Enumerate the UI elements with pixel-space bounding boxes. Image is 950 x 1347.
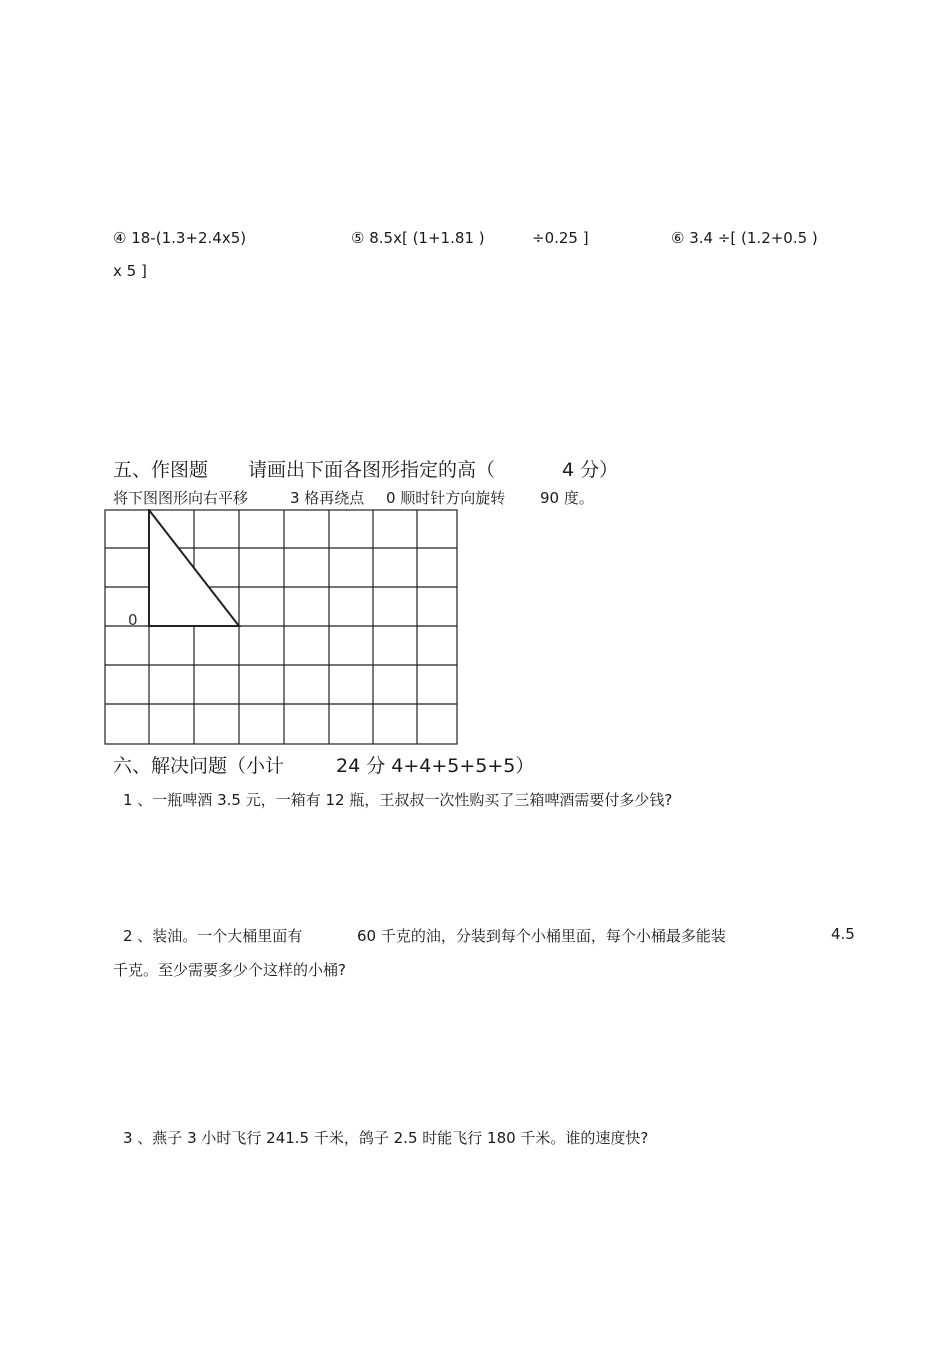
question-3: 3 、燕子 3 小时飞行 241.5 千米，鸽子 2.5 时能飞行 180 千米。谁的速度快?: [123, 1129, 649, 1147]
question-1: 1 、一瓶啤酒 3.5 元，一箱有 12 瓶，王叔叔一次性购买了三箱啤酒需要付多少钱?: [123, 791, 673, 809]
section5-title-points: 4 分）: [562, 459, 619, 481]
question-2-part3: 4.5: [831, 925, 855, 943]
section5-instruction-a: 将下图图形向右平移: [113, 489, 249, 507]
section6-title-points: 24 分 4+4+5+5+5）: [336, 755, 535, 777]
point-o-label: 0: [128, 611, 138, 629]
calc-item-5-part1: ⑤ 8.5x[ (1+1.81 ): [351, 229, 485, 247]
section5-instruction-d: 90 度。: [540, 489, 594, 507]
drawing-grid: [104, 509, 460, 747]
calc-item-5-part2: ÷0.25 ]: [532, 229, 589, 247]
section5-instruction-b: 3 格再绕点: [290, 489, 365, 507]
section5-instruction-c: 0 顺时针方向旋转: [386, 489, 506, 507]
question-2-part1: 2 、装油。一个大桶里面有: [123, 927, 303, 945]
calc-item-6-continued: x 5 ]: [113, 262, 147, 280]
section5-title-label: 五、作图题: [113, 459, 209, 481]
question-2-part2: 60 千克的油，分装到每个小桶里面，每个小桶最多能装: [357, 927, 726, 945]
section5-title-text: 请画出下面各图形指定的高（: [248, 459, 496, 481]
calc-item-6: ⑥ 3.4 ÷[ (1.2+0.5 ): [671, 229, 818, 247]
question-2-line2: 千克。至少需要多少个这样的小桶?: [113, 961, 346, 979]
section6-title-label: 六、解决问题（小计: [113, 755, 285, 777]
calc-item-4: ④ 18-(1.3+2.4x5): [113, 229, 247, 247]
